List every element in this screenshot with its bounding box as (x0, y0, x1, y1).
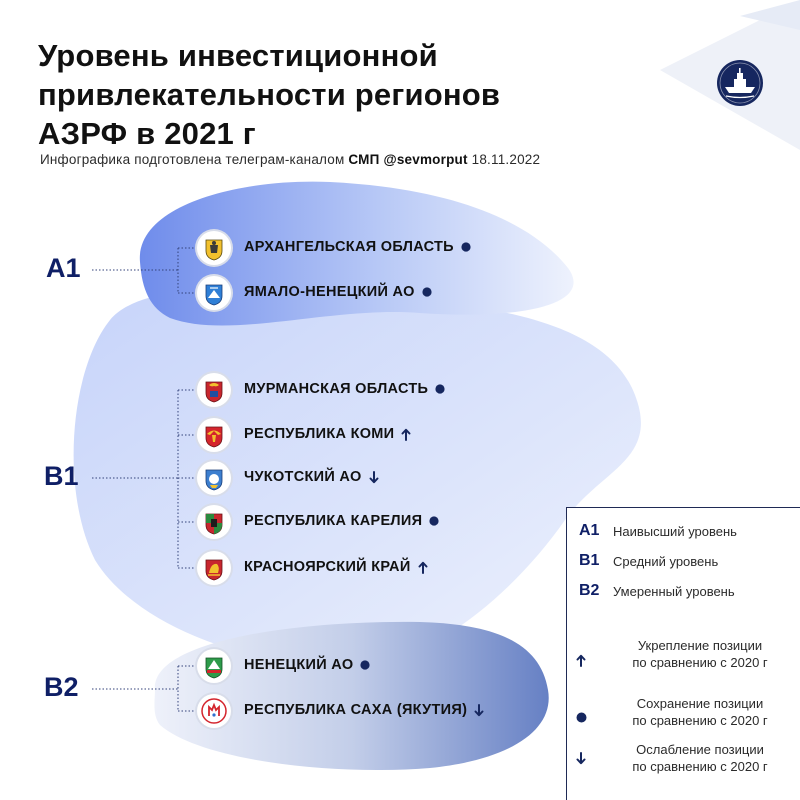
legend-text: Средний уровень (613, 553, 719, 569)
dot-icon (359, 658, 371, 672)
legend-text: Наивысший уровень (613, 523, 737, 539)
legend-trend-line2: по сравнению с 2020 г (632, 655, 768, 670)
title-line-2: привлекательности регионов (38, 77, 501, 112)
level-code-a1: A1 (46, 253, 81, 283)
murmansk-emblem-icon (197, 373, 231, 407)
legend-arrow-down-icon (575, 752, 589, 766)
legend-level-a1 (579, 522, 737, 540)
arrow-up-icon (400, 427, 412, 441)
legend-trend-down (607, 741, 793, 775)
legend-trend-line2: по сравнению с 2020 г (632, 759, 768, 774)
legend-trend-up (607, 637, 793, 671)
region-nenets (244, 657, 371, 673)
arrow-down-icon (473, 703, 485, 717)
legend-arrow-up-icon (575, 654, 589, 668)
dot-icon (460, 240, 472, 254)
region-name: НЕНЕЦКИЙ АО (244, 657, 354, 673)
legend-level-b1 (579, 552, 718, 570)
region-name: РЕСПУБЛИКА САХА (ЯКУТИЯ) (244, 702, 468, 718)
region-name: МУРМАНСКАЯ ОБЛАСТЬ (244, 381, 429, 397)
region-krasnoyarsk (244, 559, 429, 575)
subtitle-prefix: Инфографика подготовлена телеграм-каналом (40, 152, 345, 167)
legend-code: B1 (579, 552, 600, 569)
title-line-1: Уровень инвестиционной (38, 38, 438, 73)
region-sakha (244, 702, 485, 718)
region-komi (244, 426, 412, 442)
title-line-3: АЗРФ в 2021 г (38, 116, 256, 151)
karelia-emblem-icon (197, 505, 231, 539)
dot-icon (428, 514, 440, 528)
komi-emblem-icon (197, 418, 231, 452)
legend-trend-line1: Укрепление позиции (637, 638, 763, 653)
subtitle-date: 18.11.2022 (471, 152, 541, 167)
dot-icon (421, 285, 433, 299)
legend-text: Умеренный уровень (613, 583, 735, 599)
level-code-b2: B2 (44, 672, 79, 702)
subtitle-channel: СМП @sevmorput (348, 152, 468, 167)
region-name: РЕСПУБЛИКА КОМИ (244, 426, 395, 442)
legend-trend-line2: по сравнению с 2020 г (632, 713, 768, 728)
region-name: АРХАНГЕЛЬСКАЯ ОБЛАСТЬ (244, 239, 454, 255)
legend-trend-line1: Сохранение позиции (636, 696, 764, 711)
legend-code: A1 (579, 522, 600, 539)
level-code-b1: B1 (44, 461, 79, 491)
legend-level-b2 (579, 582, 735, 600)
legend-trend-line1: Ослабление позиции (636, 742, 764, 757)
region-murmansk (244, 381, 446, 397)
region-arkhangelsk (244, 239, 472, 255)
legend-dot-icon (576, 710, 588, 722)
chukotka-emblem-icon (197, 461, 231, 495)
legend-panel (566, 507, 800, 800)
arkhangelsk-emblem-icon (197, 231, 231, 265)
legend-trend-same (607, 695, 793, 729)
region-name: КРАСНОЯРСКИЙ КРАЙ (244, 559, 411, 575)
region-karelia (244, 513, 440, 529)
sakha-emblem-icon (197, 694, 231, 728)
region-yamal (244, 284, 433, 300)
region-chukotka (244, 469, 380, 485)
arrow-down-icon (368, 470, 380, 484)
nenets-emblem-icon (197, 649, 231, 683)
legend-code: B2 (579, 582, 600, 599)
region-name: ЯМАЛО-НЕНЕЦКИЙ АО (244, 284, 415, 300)
region-name: ЧУКОТСКИЙ АО (244, 469, 362, 485)
krasnoyarsk-emblem-icon (197, 551, 231, 585)
yamal-emblem-icon (197, 276, 231, 310)
region-name: РЕСПУБЛИКА КАРЕЛИЯ (244, 513, 423, 529)
arrow-up-icon (417, 560, 429, 574)
dot-icon (434, 382, 446, 396)
